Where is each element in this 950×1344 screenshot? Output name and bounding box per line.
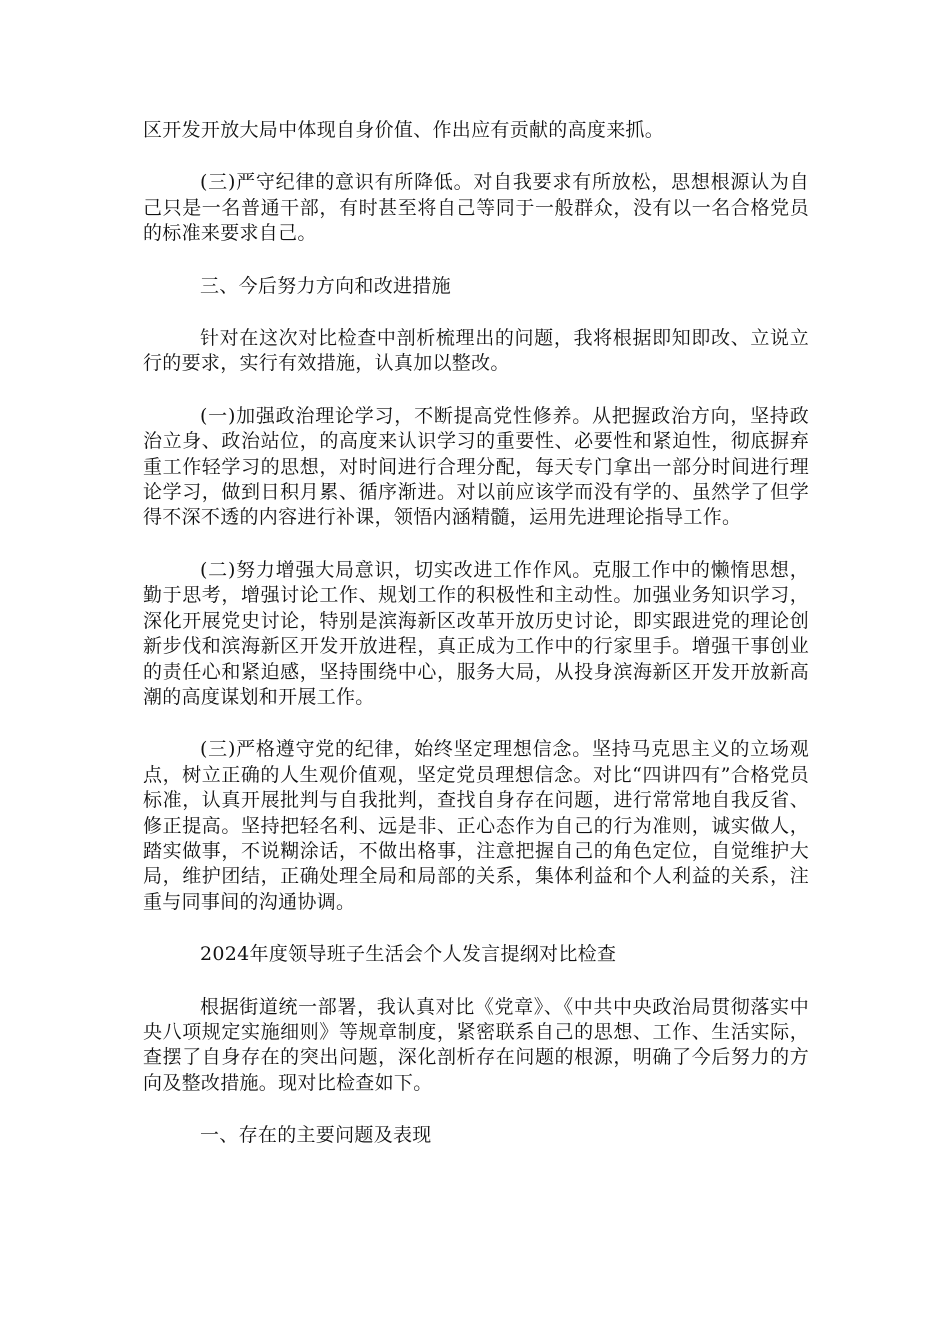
- document-title-2024: 2024年度领导班子生活会个人发言提纲对比检查: [200, 943, 617, 966]
- paragraph-gap: [143, 915, 809, 942]
- section-heading-main-problems: 一、存在的主要问题及表现: [200, 1124, 432, 1147]
- section-heading-improvement: 三、今后努力方向和改进措施: [200, 274, 451, 297]
- paragraph-measure-2: (二)努力增强大局意识，切实改进工作作风。克服工作中的懒惰思想，勤于思考，增强讨论工作、规划工作的积极性和主动性。加强业务知识学习，深化开展党史讨论，特别是滨海新区改革开放历史讨论，即实跟进党的理论创新步伐和滨海新区开发开放进程，真正成为工作中的行家里手。增强干事创业的责任心和紧迫感，坚持围绕中心，服务大局，从投身滨海新区开发开放新高潮的高度谋划和开展工作。: [143, 558, 809, 708]
- paragraph-gap: [143, 143, 809, 170]
- paragraph-continuation: 区开发开放大局中体现自身价值、作出应有贡献的高度来抓。: [143, 119, 665, 141]
- paragraph-measure-1: (一)加强政治理论学习，不断提高党性修养。从把握政治方向，坚持政治立身、政治站位，的高度来认识学习的重要性、必要性和紧迫性，彻底摒弃重工作轻学习的思想，对时间进行合理分配，每天专门拿出一部分时间进行理论学习，做到日积月累、循序渐进。对以前应该学而没有学的、虽然学了但学得不深不透的内容进行补课，领悟内涵精髓，运用先进理论指导工作。: [143, 404, 809, 529]
- paragraph-gap: [143, 710, 809, 737]
- paragraph-gap: [143, 299, 809, 326]
- paragraph-gap: [143, 531, 809, 558]
- paragraph-gap: [143, 247, 809, 274]
- paragraph-rectification-intro: 针对在这次对比检查中剖析梳理出的问题，我将根据即知即改、立说立行的要求，实行有效措施，认真加以整改。: [143, 327, 809, 375]
- paragraph-gap: [143, 377, 809, 404]
- paragraph-measure-3: (三)严格遵守党的纪律，始终坚定理想信念。坚持马克思主义的立场观点，树立正确的人生观价值观，坚定党员理想信念。对比“四讲四有”合格党员标准，认真开展批判与自我批判，查找自身存在问题，进行常常地自我反省、修正提高。坚持把轻名利、远是非、正心态作为自己的行为准则，诚实做人，踏实做事，不说糊涂话，不做出格事，注意把握自己的角色定位，自觉维护大局，维护团结，正确处理全局和局部的关系，集体利益和个人利益的关系，注重与同事间的沟通协调。: [143, 738, 809, 913]
- paragraph-deployment-intro: 根据街道统一部署，我认真对比《党章》、《中共中央政治局贯彻落实中央八项规定实施细则》等规章制度，紧密联系自己的思想、工作、生活实际，查摆了自身存在的突出问题，深化剖析存在问题的根源，明确了今后努力的方向及整改措施。现对比检查如下。: [143, 995, 809, 1094]
- paragraph-discipline-awareness: (三)严守纪律的意识有所降低。对自我要求有所放松，思想根源认为自己只是一名普通干部，有时甚至将自己等同于一般群众，没有以一名合格党员的标准来要求自己。: [143, 171, 809, 245]
- paragraph-gap: [143, 1096, 809, 1123]
- document-body: [143, 118, 809, 1149]
- paragraph-gap: [143, 968, 809, 995]
